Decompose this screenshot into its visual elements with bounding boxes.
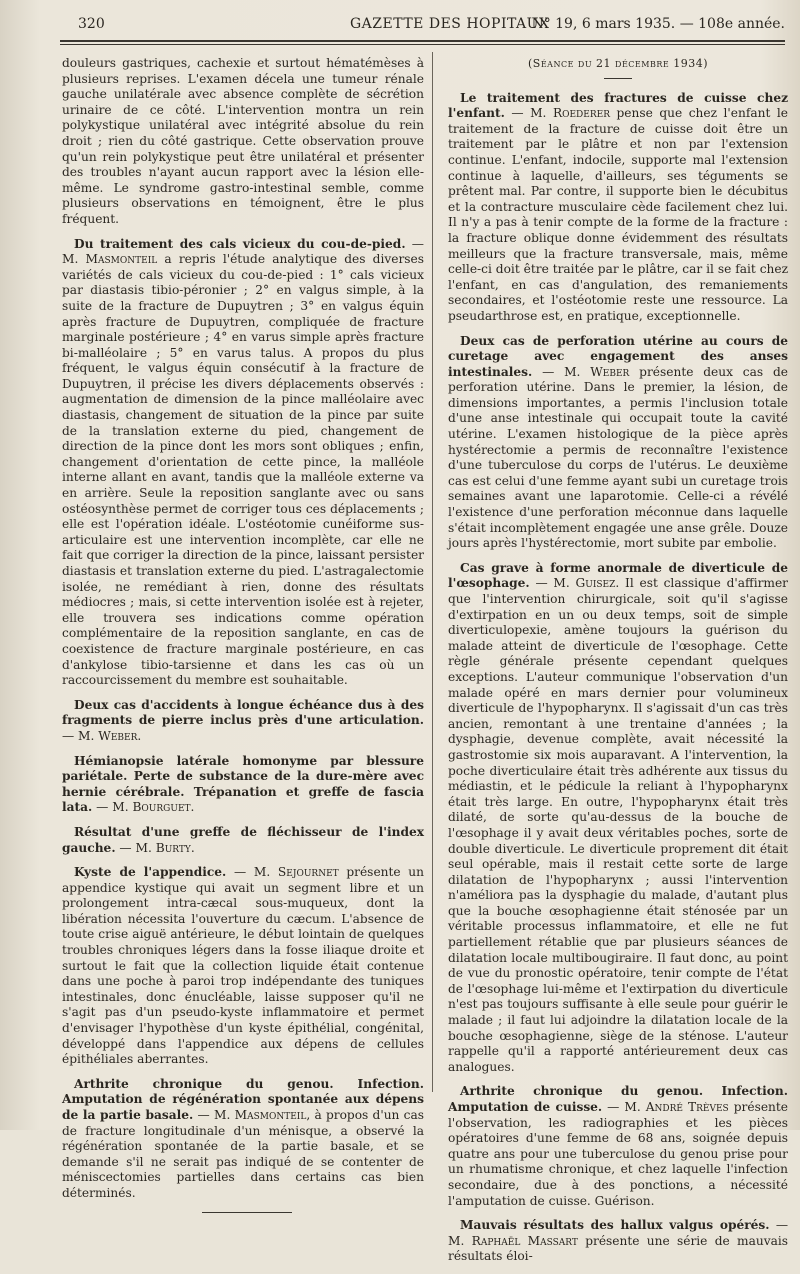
journal-title: GAZETTE DES HOPITAUX xyxy=(350,16,550,32)
header-rule xyxy=(60,40,785,42)
article-title: Cas grave à forme anormale de diverticule de l'œsophage. xyxy=(448,560,788,591)
left-column xyxy=(62,56,424,1213)
article-title: Résultat d'une greffe de fléchisseur de l'index gauche. xyxy=(62,824,424,855)
right-column xyxy=(448,56,788,1274)
article-text: présente une série de mauvais résultats éloi- xyxy=(448,1233,789,1264)
column-divider xyxy=(432,52,433,1092)
article-cals-vicieux: Du traitement des cals vicieux du cou-de-pied. — M. Masmonteil a repris l'étude analytique des diverses variétés de cals vicieux du cou-de-pied : 1° cals vicieux par diastasis tibio-péronier ; 2° en valgus simple, à la suite de la fracture de Dupuytren ; 3° en valgus équin après fracture de Dupuytren, compliquée de fracture marginale postérieure ; 4° en varus simple après fracture bi-malléolaire ; 5° en varus talus. A propos du plus fréquent, le valgus équin consécutif à la fracture de Dupuytren, il précise les divers déplacements observés : augmentation de dimension de la pince malléolaire avec diastasis, changement de situation de la pince par suite de la translation externe du pied, changement de direction de la pince dont les mors sont obliques ; enfin, changement d'orientation de cette pince, la malléole interne allant en avant, tandis que la malléole externe va en arrière. Seule la reposition sanglante avec ou sans ostéosynthèse permet de corriger tous ces déplacements ; elle est l'opération idéale. L'ostéotomie cunéiforme sus-articulaire est une intervention incomplète, car elle ne fait que corriger la direction de la pince, laissant persister diastasis et translation externe du pied. L'astragalectomie isolée, ne remédiant à rien, donne des résultats médiocres ; mais, si cette intervention isolée est à rejeter, elle trouvera ses indications comme opération complémentaire de la reposition sanglante, en cas de coexistence de fracture marginale postérieure, en cas d'ankylose tibio-tarsienne et dans les cas où un raccourcissement du membre est souhaitable. xyxy=(62,236,424,688)
article-arthrite-amputation: Arthrite chronique du genou. Infection. Amputation de cuisse. — M. André Trèves présente l'observation, les radiographies et les pièces opératoires d'une femme de 68 ans, soignée depuis quatre ans pour une tuberculose du genou prise pour un rhumatisme chronique, et chez laquelle l'infection secondaire, due à des ponctions, a nécessité l'amputation de cuisse. Guérison. xyxy=(448,1084,789,1208)
article-text: a repris l'étude analytique des diverses variétés de cals vicieux du cou-de-pied : 1° cals vicieux par diastasis tibio-péronier ; 2° en valgus simple, à la suite de la fracture de Dupuytren ; 3° en valgus équin après fracture de Dupuytren, compliquée de fracture marginale postérieure ; 4° en varus simple après fracture bi-malléolaire ; 5° en varus talus. A propos du plus fréquent, le valgus équin consécutif à la fracture de Dupuytren, il précise les divers déplacements observés : augmentation de dimension de la pince malléolaire avec diastasis, changement de situation de la pince par suite de la translation externe du pied, changement de direction de la pince dont les mors sont obliques ; enfin, changement d'orientation de cette pince, la malléole interne allant en avant, tandis que la malléole externe va en arrière. Seule la reposition sanglante avec ou sans ostéosynthèse permet de corriger tous ces déplacements ; elle est l'opération idéale. L'ostéotomie cunéiforme sus-articulaire est une intervention incomplète, car elle ne fait que corriger la direction de la pince, laissant persister diastasis et translation externe du pied. L'astragalectomie isolée, ne remédiant à rien, donne des résultats médiocres ; mais, si cette intervention isolée est à rejeter, elle trouvera ses indications comme opération complémentaire de la reposition sanglante, en cas de coexistence de fracture marginale postérieure, en cas d'ankylose tibio-tarsienne et dans les cas où un raccourcissement du membre est souhaitable. xyxy=(62,252,424,688)
article-text: pense que chez l'enfant le traitement de la fracture de cuisse doit être un traitement par le plâtre et non par l'extension continue. L'enfant, indocile, supporte mal l'extension continue à laquelle, d'ailleurs, ses téguments se prêtent mal. Par contre, il supporte bien le décubitus et la contracture musculaire cède facilement chez lui. Il n'y a pas à tenir compte de la forme de la fracture : la fracture oblique donne évidemment des résultats meilleurs que la fracture transversale, mais, même celle-ci doit être traitée par le plâtre, car il se fait chez l'enfant, en cas d'angulation, des remaniements secondaires, et l'ostéotomie reste une ressource. La pseudarthrose est, en pratique, exceptionnelle. xyxy=(448,106,788,323)
header-rule-thin xyxy=(60,44,785,45)
article-accidents: Deux cas d'accidents à longue échéance dus à des fragments de pierre inclus près d'une articulation. — M. Weber. xyxy=(62,697,424,743)
session-date: (Séance du 21 décembre 1934) xyxy=(528,57,708,70)
article-text: à propos d'un cas de fracture longitudinale d'un ménisque, a observé la régénération spontanée de la partie basale, et se demande s'il ne serait pas indiqué de se contenter de méniscectomies partielles dans certains cas bien déterminés. xyxy=(62,1108,424,1200)
article-author: Masmonteil xyxy=(234,1108,307,1122)
article-author: Bourguet. xyxy=(132,800,195,815)
article-title: Deux cas de perforation utérine au cours de curetage avec engagement des anses intestinales. xyxy=(448,333,788,379)
article-author: Guisez. xyxy=(575,576,620,591)
page-number: 320 xyxy=(78,16,105,32)
article-author: Weber. xyxy=(98,728,142,743)
article-title: Mauvais résultats des hallux valgus opérés. xyxy=(460,1218,770,1233)
article-author: Burty. xyxy=(155,840,195,855)
article-title: Du traitement des cals vicieux du cou-de-pied. xyxy=(74,236,406,251)
article-text: présente deux cas de perforation utérine. Dans le premier, la lésion, de dimensions importantes, a permis l'inclusion totale d'une anse intestinale qui occupait toute la cavité utérine. L'examen histologique de la pièce après hystérectomie a permis de reconnaître l'existence d'une tuberculose du corps de l'utérus. Le deuxième cas est celui d'une femme ayant subi un curetage trois semaines avant une laparotomie. Celle-ci a révélé l'existence d'une perforation méconnue dans laquelle s'était incomplètement engagée une anse grêle. Douze jours après l'hystérectomie, mort subite par embolie. xyxy=(448,364,788,551)
article-author: Roederer xyxy=(552,106,610,121)
article-fractures-cuisse: Le traitement des fractures de cuisse chez l'enfant. — M. Roederer pense que chez l'enfant le traitement de la fracture de cuisse doit être un traitement par le plâtre et non par l'extension continue. L'enfant, indocile, supporte mal l'extension continue à laquelle, d'ailleurs, ses téguments se prêtent mal. Par contre, il supporte bien le décubitus et la contracture musculaire cède facilement chez lui. Il n'y a pas à tenir compte de la forme de la fracture : la fracture oblique donne évidemment des résultats meilleurs que la fracture transversale, mais, même celle-ci doit être traitée par le plâtre, car il se fait chez l'enfant, en cas d'angulation, des remaniements secondaires, et l'ostéotomie reste une ressource. La pseudarthrose est, en pratique, exceptionnelle. xyxy=(448,90,788,323)
article-hallux-valgus: Mauvais résultats des hallux valgus opérés. — M. Raphaël Massart présente une série de mauvais résultats éloi- xyxy=(448,1218,789,1264)
article-author: André Trèves xyxy=(645,1100,729,1114)
article-title: Hémianopsie latérale homonyme par blessure pariétale. Perte de substance de la dure-mère avec hernie cérébrale. Trépanation et greffe de fascia lata. xyxy=(62,753,424,815)
article-diverticule: Cas grave à forme anormale de diverticule de l'œsophage. — M. Guisez. Il est classique d'affirmer que l'intervention chirurgicale, soit qu'il s'agisse d'extirpation en un ou deux temps, soit de simple diverticulopexie, amène toujours la guérison du malade atteint de diverticule de l'œsophage. Cette règle générale présente cependant quelques exceptions. L'auteur communique l'observation d'un malade opéré en mars dernier pour volumineux diverticule de l'hypopharynx. Il s'agissait d'un cas très ancien, remontant à une trentaine d'années ; la dysphagie, devenue complète, avait nécessité la gastrostomie six mois auparavant. A l'intervention, la poche diverticulaire était très adhérente aux tissus du médiastin, et le pédicule la reliant à l'hypopharynx était très large. En outre, l'hypopharynx était très dilaté, de sorte qu'au-dessus de la bouche de l'œsophage il y avait deux véritables poches, sorte de double diverticule. Le diverticule proprement dit était seul opérable, mais il restait cette sorte de large dilatation de l'hypopharynx ; aussi l'intervention n'améliora pas la dysphagie du malade, d'autant plus que la bouche œsophagienne était sténosée par un véritable processus inflammatoire, et elle ne fut partiellement rétablie que par plusieurs séances de dilatation locale multibougiraire. Il faut donc, au point de vue du pronostic opératoire, tenir compte de l'état de l'œsophage lui-même et l'extirpation du diverticule n'est pas toujours suffisante à elle seule pour guérir le malade ; il faut lui adjoindre la dilatation locale de la bouche œsophagienne, siège de la sténose. L'auteur rappelle qu'il a rapporté antérieurement deux cas analogues. xyxy=(448,560,789,1074)
end-rule xyxy=(202,1212,292,1213)
continued-paragraph: douleurs gastriques, cachexie et surtout hématémèses à plusieurs reprises. L'examen décela une tumeur rénale gauche unilatérale avec absence complète de sécrétion urinaire de ce côté. L'intervention montra un rein polykystique unilatéral avec intégrité absolue du rein droit ; rien du côté gastrique. Cette observation prouve qu'un rein polykystique peut être unilatéral et présenter des troubles n'ayant aucun rapport avec la lésion elle-même. Le syndrome gastro-intestinal semble, comme plusieurs observations en témoignent, être le plus fréquent. xyxy=(62,56,424,226)
article-title: Arthrite chronique du genou. Infection. Amputation de cuisse. xyxy=(448,1084,788,1114)
article-title: Arthrite chronique du genou. Infection. Amputation de régénération spontanée aux dépens de la partie basale. xyxy=(62,1076,424,1122)
article-text: présente un appendice kystique qui avait un segment libre et un prolongement intra-cæcal sous-muqueux, dont la libération nécessita l'ouverture du cæcum. L'absence de toute crise aiguë antérieure, le début lointain de quelques troubles chroniques légers dans la fosse iliaque droite et surtout le fait que la collection liquide était contenue dans une poche à paroi trop indépendante des tuniques intestinales, donc énucléable, laisse supposer qu'il ne s'agit pas d'un pseudo-kyste inflammatoire et permet d'envisager l'hypothèse d'un kyste épithélial, congénital, développé dans l'appendice aux dépens de cellules épithéliales aberrantes. xyxy=(62,865,425,1067)
article-title: Kyste de l'appendice. xyxy=(74,865,227,880)
article-hemianopsie: Hémianopsie latérale homonyme par blessure pariétale. Perte de substance de la dure-mère avec hernie cérébrale. Trépanation et greffe de fascia lata. — M. Bourguet. xyxy=(62,753,424,815)
article-perforation-uterine: Deux cas de perforation utérine au cours de curetage avec engagement des anses intestinales. — M. Weber présente deux cas de perforation utérine. Dans le premier, la lésion, de dimensions importantes, a permis l'inclusion totale d'une anse intestinale qui occupait toute la cavité utérine. L'examen histologique de la pièce après hystérectomie a permis de reconnaître l'existence d'une tuberculose du corps de l'utérus. Le deuxième cas est celui d'une femme ayant subi un curetage trois semaines avant une laparotomie. Celle-ci a révélé l'existence d'une perforation méconnue dans laquelle s'était incomplètement engagée une anse grêle. Douze jours après l'hystérectomie, mort subite par embolie. xyxy=(448,333,788,551)
article-author: Sejournet xyxy=(277,865,339,880)
article-title: Deux cas d'accidents à longue échéance dus à des fragments de pierre inclus près d'une articulation. xyxy=(62,697,424,728)
article-author: Masmonteil xyxy=(85,252,158,267)
page-header xyxy=(60,14,785,38)
session-rule xyxy=(604,78,632,79)
article-arthrite-regeneration: Arthrite chronique du genou. Infection. Amputation de régénération spontanée aux dépens de la partie basale. — M. Masmonteil, à propos d'un cas de fracture longitudinale d'un ménisque, a observé la régénération spontanée de la partie basale, et se demande s'il ne serait pas indiqué de se contenter de méniscectomies partielles dans certains cas bien déterminés. xyxy=(62,1076,424,1200)
article-title: Le traitement des fractures de cuisse chez l'enfant. xyxy=(448,90,788,121)
article-kyste: Kyste de l'appendice. — M. Sejournet présente un appendice kystique qui avait un segment libre et un prolongement intra-cæcal sous-muqueux, dont la libération nécessita l'ouverture du cæcum. L'absence de toute crise aiguë antérieure, le début lointain de quelques troubles chroniques légers dans la fosse iliaque droite et surtout le fait que la collection liquide était contenue dans une poche à paroi trop indépendante des tuniques intestinales, donc énucléable, laisse supposer qu'il ne s'agit pas d'un pseudo-kyste inflammatoire et permet d'envisager l'hypothèse d'un kyste épithélial, congénital, développé dans l'appendice aux dépens de cellules épithéliales aberrantes. xyxy=(62,865,425,1067)
article-author: Weber xyxy=(590,364,630,379)
article-text: Il est classique d'affirmer que l'intervention chirurgicale, soit qu'il s'agisse d'extirpation en un ou deux temps, soit de simple diverticulopexie, amène toujours la guérison du malade atteint de diverticule de l'œsophage. Cette règle générale présente cependant quelques exceptions. L'auteur communique l'observation d'un malade opéré en mars dernier pour volumineux diverticule de l'hypopharynx. Il s'agissait d'un cas très ancien, remontant à une trentaine d'années ; la dysphagie, devenue complète, avait nécessité la gastrostomie six mois auparavant. A l'intervention, la poche diverticulaire était très adhérente aux tissus du médiastin, et le pédicule la reliant à l'hypopharynx était très large. En outre, l'hypopharynx était très dilaté, de sorte qu'au-dessus de la bouche de l'œsophage il y avait deux véritables poches, sorte de double diverticule. Le diverticule proprement dit était seul opérable, mais il restait cette sorte de large dilatation de l'hypopharynx ; aussi l'intervention n'améliora pas la dysphagie du malade, d'autant plus que la bouche œsophagienne était sténosée par un véritable processus inflammatoire, et elle ne fut partiellement rétablie que par plusieurs séances de dilatation locale multibougiraire. Il faut donc, au point de vue du pronostic opératoire, tenir compte de l'état de l'œsophage lui-même et l'extirpation du diverticule n'est pas toujours suffisante à elle seule pour guérir le malade ; il faut lui adjoindre la dilatation locale de la bouche œsophagienne, siège de la sténose. L'auteur rappelle qu'il a rapporté antérieurement deux cas analogues. xyxy=(448,576,789,1074)
issue-info: N° 19, 6 mars 1935. — 108e année. xyxy=(531,16,785,32)
article-author: Raphaël Massart xyxy=(471,1233,578,1248)
article-greffe: Résultat d'une greffe de fléchisseur de l'index gauche. — M. Burty. xyxy=(62,824,424,855)
article-text: présente l'observation, les radiographies et les pièces opératoires d'une femme de 68 ans, soignée depuis quatre ans pour une tuberculose du genou prise pour un rhumatisme chronique, et chez laquelle l'infection secondaire, due à des ponctions, a nécessité l'amputation de cuisse. Guérison. xyxy=(448,1100,789,1208)
